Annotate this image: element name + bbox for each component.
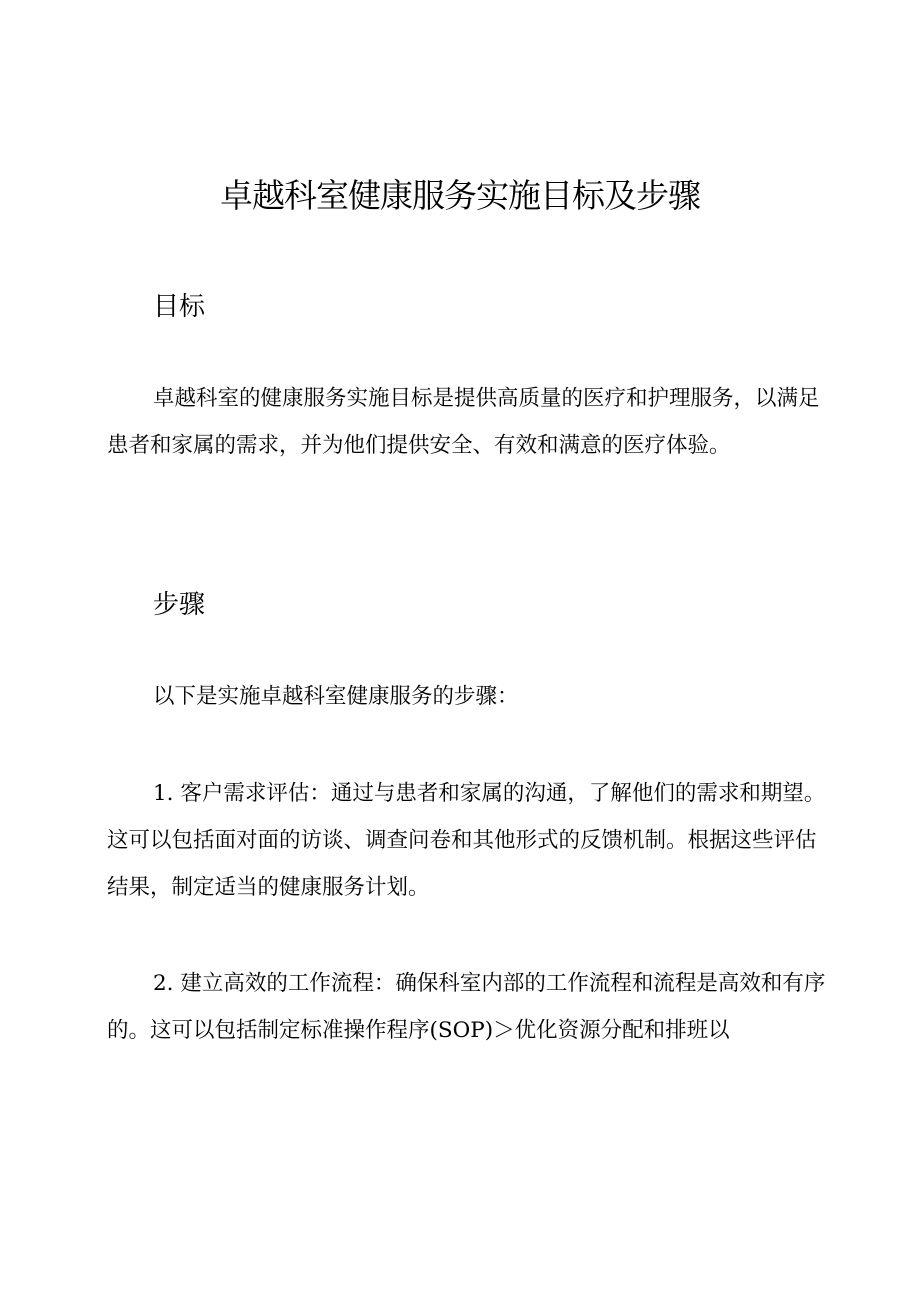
- step-item-2: 2. 建立高效的工作流程：确保科室内部的工作流程和流程是高效和有序的。这可以包括制定标准操作程序(SOP)＞优化资源分配和排班以: [107, 971, 826, 1043]
- steps-heading: 步骤: [153, 590, 206, 620]
- steps-intro: 以下是实施卓越科室健康服务的步骤：: [153, 684, 519, 709]
- document-title: 卓越科室健康服务实施目标及步骤: [220, 176, 700, 215]
- goal-paragraph: 卓越科室的健康服务实施目标是提供高质量的医疗和护理服务，以满足患者和家属的需求，并为他们提供安全、有效和满意的医疗体验。: [107, 386, 820, 458]
- goal-heading: 目标: [153, 292, 206, 322]
- step-item-1: 1. 客户需求评估：通过与患者和家属的沟通，了解他们的需求和期望。这可以包括面对面的访谈、调查问卷和其他形式的反馈机制。根据这些评估结果，制定适当的健康服务计划。: [107, 781, 826, 900]
